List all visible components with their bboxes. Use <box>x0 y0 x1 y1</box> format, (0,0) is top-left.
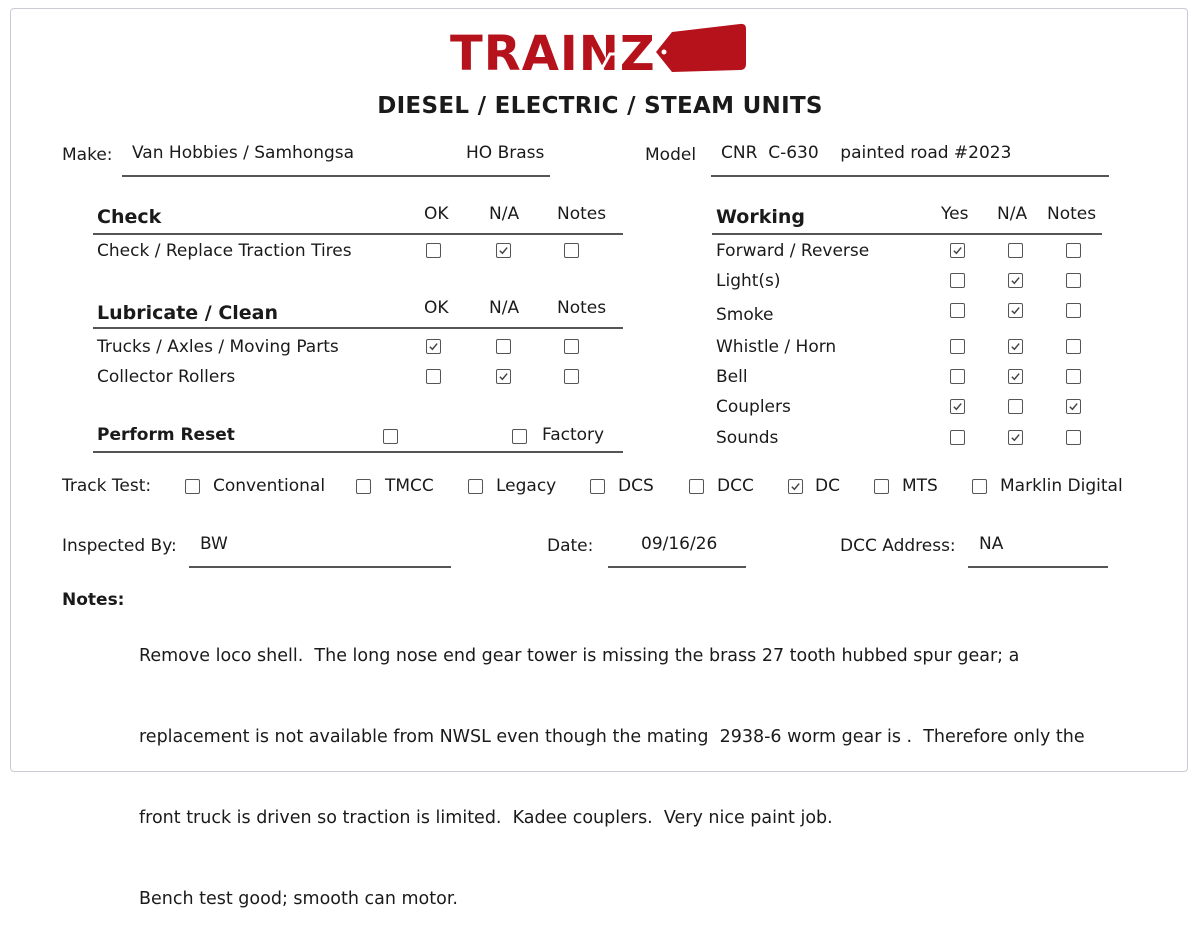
working-yes-checkbox[interactable] <box>950 369 965 384</box>
lubricate-na-checkbox[interactable] <box>496 339 511 354</box>
track-option-label: Legacy <box>496 476 557 496</box>
lubricate-col-na: N/A <box>489 298 520 318</box>
track-test-label: Track Test: <box>62 476 152 496</box>
check-notes-checkbox[interactable] <box>564 243 579 258</box>
dcc-address-label: DCC Address: <box>840 536 956 556</box>
track-option-label: MTS <box>902 476 938 496</box>
track-marklin-checkbox[interactable] <box>972 479 987 494</box>
check-col-notes: Notes <box>557 204 607 224</box>
track-option-label: DCS <box>618 476 654 496</box>
working-heading: Working <box>716 206 805 228</box>
checkmark-icon <box>1068 401 1079 412</box>
checkmark-icon <box>952 401 963 412</box>
model-value[interactable]: CNR C-630 painted road #2023 <box>721 143 1012 163</box>
working-row-label: Bell <box>716 367 748 387</box>
model-underline <box>711 175 1109 177</box>
make-value-scale[interactable]: HO Brass <box>466 143 545 163</box>
working-notes-checkbox[interactable] <box>1066 369 1081 384</box>
working-notes-checkbox[interactable] <box>1066 430 1081 445</box>
svg-text:TRAINZ: TRAINZ <box>450 26 656 80</box>
make-underline <box>122 175 550 177</box>
working-col-na: N/A <box>997 204 1028 224</box>
working-notes-checkbox[interactable] <box>1066 243 1081 258</box>
checkmark-icon <box>790 481 801 492</box>
lubricate-ok-checkbox[interactable] <box>426 369 441 384</box>
working-row-label: Smoke <box>716 305 774 325</box>
track-dcs-checkbox[interactable] <box>590 479 605 494</box>
working-notes-checkbox[interactable] <box>1066 273 1081 288</box>
working-yes-checkbox[interactable] <box>950 399 965 414</box>
date-label: Date: <box>547 536 594 556</box>
track-option-label: TMCC <box>385 476 434 496</box>
track-legacy-checkbox[interactable] <box>468 479 483 494</box>
lubricate-row-label: Collector Rollers <box>97 367 236 387</box>
notes-label: Notes: <box>62 590 125 610</box>
working-na-checkbox[interactable] <box>1008 273 1023 288</box>
checkmark-icon <box>498 245 509 256</box>
track-mts-checkbox[interactable] <box>874 479 889 494</box>
perform-reset-checkbox[interactable] <box>383 429 398 444</box>
working-yes-checkbox[interactable] <box>950 273 965 288</box>
check-header-rule <box>93 233 623 235</box>
lubricate-heading: Lubricate / Clean <box>97 302 279 324</box>
perform-reset-label: Perform Reset <box>97 425 235 445</box>
make-label: Make: <box>62 145 113 165</box>
track-option-label: DC <box>815 476 840 496</box>
track-dc-checkbox[interactable] <box>788 479 803 494</box>
trainz-logo <box>450 20 750 80</box>
lubricate-row-label: Trucks / Axles / Moving Parts <box>97 337 339 357</box>
working-yes-checkbox[interactable] <box>950 303 965 318</box>
checkmark-icon <box>1010 432 1021 443</box>
working-notes-checkbox[interactable] <box>1066 303 1081 318</box>
working-na-checkbox[interactable] <box>1008 430 1023 445</box>
lubricate-header-rule <box>93 327 623 329</box>
checkmark-icon <box>1010 341 1021 352</box>
working-yes-checkbox[interactable] <box>950 339 965 354</box>
make-value[interactable]: Van Hobbies / Samhongsa <box>132 143 355 163</box>
inspected-by-label: Inspected By: <box>62 536 177 556</box>
dcc-address-value[interactable]: NA <box>979 534 1004 554</box>
checkmark-icon <box>428 341 439 352</box>
working-col-notes: Notes <box>1047 204 1097 224</box>
track-tmcc-checkbox[interactable] <box>356 479 371 494</box>
working-na-checkbox[interactable] <box>1008 339 1023 354</box>
track-option-label: Marklin Digital <box>1000 476 1123 496</box>
working-yes-checkbox[interactable] <box>950 430 965 445</box>
date-underline <box>608 566 746 568</box>
working-row-label: Light(s) <box>716 271 781 291</box>
working-notes-checkbox[interactable] <box>1066 339 1081 354</box>
model-label: Model <box>645 145 697 165</box>
factory-reset-checkbox[interactable] <box>512 429 527 444</box>
check-na-checkbox[interactable] <box>496 243 511 258</box>
track-conventional-checkbox[interactable] <box>185 479 200 494</box>
working-col-yes: Yes <box>941 204 969 224</box>
track-dcc-checkbox[interactable] <box>689 479 704 494</box>
check-col-ok: OK <box>424 204 449 224</box>
inspected-by-underline <box>189 566 451 568</box>
working-row-label: Whistle / Horn <box>716 337 837 357</box>
lubricate-col-ok: OK <box>424 298 449 318</box>
check-ok-checkbox[interactable] <box>426 243 441 258</box>
notes-line: replacement is not available from NWSL even though the mating 2938-6 worm gear is . Therefore only the <box>139 727 1085 747</box>
form-title: DIESEL / ELECTRIC / STEAM UNITS <box>377 93 823 119</box>
working-row-label: Couplers <box>716 397 791 417</box>
dcc-address-underline <box>968 566 1108 568</box>
working-row-label: Sounds <box>716 428 779 448</box>
lubricate-ok-checkbox[interactable] <box>426 339 441 354</box>
working-na-checkbox[interactable] <box>1008 303 1023 318</box>
notes-body[interactable] <box>139 589 1085 940</box>
check-heading: Check <box>97 206 162 228</box>
check-col-na: N/A <box>489 204 520 224</box>
factory-label: Factory <box>542 425 605 445</box>
working-notes-checkbox[interactable] <box>1066 399 1081 414</box>
checkmark-icon <box>1010 371 1021 382</box>
lubricate-na-checkbox[interactable] <box>496 369 511 384</box>
working-yes-checkbox[interactable] <box>950 243 965 258</box>
working-na-checkbox[interactable] <box>1008 399 1023 414</box>
notes-line: Bench test good; smooth can motor. <box>139 889 458 909</box>
checkmark-icon <box>952 245 963 256</box>
notes-line: Remove loco shell. The long nose end gear tower is missing the brass 27 tooth hubbed spur gear; a <box>139 646 1020 666</box>
working-row-label: Forward / Reverse <box>716 241 870 261</box>
track-option-label: Conventional <box>213 476 326 496</box>
working-header-rule <box>712 233 1102 235</box>
working-na-checkbox[interactable] <box>1008 243 1023 258</box>
lubricate-notes-checkbox[interactable] <box>564 339 579 354</box>
check-row-label: Check / Replace Traction Tires <box>97 241 352 261</box>
checkmark-icon <box>1010 275 1021 286</box>
checkmark-icon <box>498 371 509 382</box>
inspected-by-value[interactable]: BW <box>200 534 228 554</box>
notes-line: front truck is driven so traction is limited. Kadee couplers. Very nice paint job. <box>139 808 833 828</box>
track-option-label: DCC <box>717 476 754 496</box>
lubricate-notes-checkbox[interactable] <box>564 369 579 384</box>
date-value[interactable]: 09/16/26 <box>641 534 718 554</box>
lubricate-col-notes: Notes <box>557 298 607 318</box>
checkmark-icon <box>1010 305 1021 316</box>
working-na-checkbox[interactable] <box>1008 369 1023 384</box>
reset-rule <box>93 451 623 453</box>
